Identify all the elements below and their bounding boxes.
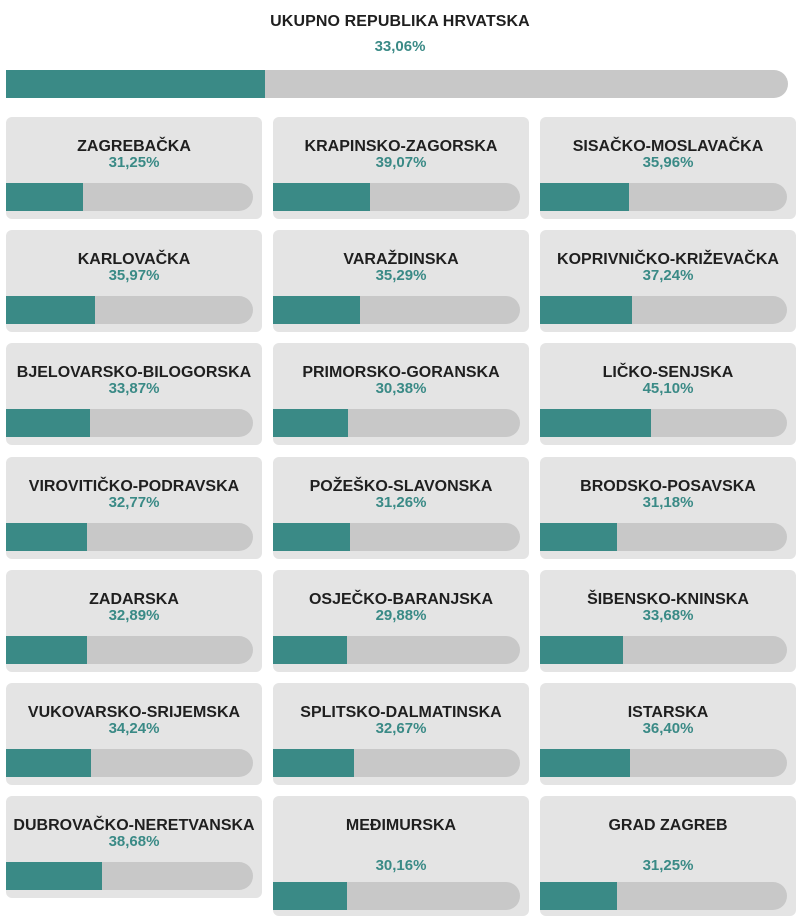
county-percent: 32,77% [108,494,160,511]
county-name: VUKOVARSKO-SRIJEMSKA [27,703,241,721]
county-name: GRAD ZAGREB [608,816,728,834]
county-card-vukovarsko-srijemska [6,683,262,785]
county-card-primorsko-goranska [273,343,529,445]
county-bar-fill [6,749,91,777]
county-card-dubrovacko-neretvanska [6,796,262,898]
county-bar-fill [6,183,83,211]
county-percent: 32,89% [108,607,160,624]
county-percent: 34,24% [108,720,160,737]
county-card-koprivnicko-krizevacka [540,230,796,332]
county-percent: 31,18% [642,494,694,511]
county-bar-track [540,749,787,777]
county-percent: 31,26% [375,494,427,511]
county-percent: 33,87% [108,380,160,397]
county-name: SISAČKO-MOSLAVAČKA [572,137,764,155]
county-bar-track [6,636,253,664]
county-card-medimurska [273,796,529,916]
county-bar-fill [540,749,630,777]
county-bar-fill [540,183,629,211]
county-card-osjecko-baranjska [273,570,529,672]
county-percent: 29,88% [375,607,427,624]
county-bar-fill [273,749,354,777]
county-bar-track [540,636,787,664]
county-bar-track [273,882,520,910]
county-name: VIROVITIČKO-PODRAVSKA [28,477,240,495]
county-name: SPLITSKO-DALMATINSKA [300,703,502,721]
county-percent: 31,25% [108,154,160,171]
total-turnout-bar-track [6,70,788,98]
total-turnout-bar-fill [6,70,265,98]
county-bar-track [6,749,253,777]
county-name: DUBROVAČKO-NERETVANSKA [13,816,255,834]
county-bar-track [273,409,520,437]
county-name: LIČKO-SENJSKA [602,363,734,381]
county-bar-fill [6,523,87,551]
county-bar-fill [273,183,370,211]
county-bar-fill [540,882,617,910]
total-turnout-title: UKUPNO REPUBLIKA HRVATSKA [270,13,530,30]
county-name: KOPRIVNIČKO-KRIŽEVAČKA [557,250,779,268]
county-percent: 30,16% [375,857,427,874]
county-bar-track [273,296,520,324]
county-card-pozesko-slavonska [273,457,529,559]
county-name: KARLOVAČKA [77,250,191,268]
county-percent: 38,68% [108,833,160,850]
county-percent: 33,68% [642,607,694,624]
county-name: ZADARSKA [89,590,179,608]
county-bar-fill [273,409,348,437]
county-card-grad-zagreb [540,796,796,916]
county-percent: 39,07% [375,154,427,171]
county-card-varazdinska [273,230,529,332]
county-card-zagrebacka [6,117,262,219]
county-card-sisacko-moslavacka [540,117,796,219]
county-card-viroviticko-podravska [6,457,262,559]
county-card-splitsko-dalmatinska [273,683,529,785]
county-bar-track [540,523,787,551]
county-card-zadarska [6,570,262,672]
county-percent: 30,38% [375,380,427,397]
county-bar-fill [273,523,350,551]
county-bar-track [6,409,253,437]
county-name: ŠIBENSKO-KNINSKA [587,590,749,608]
county-card-sibensko-kninska [540,570,796,672]
county-name: MEĐIMURSKA [345,816,457,834]
county-percent: 35,96% [642,154,694,171]
county-bar-track [6,296,253,324]
county-name: POŽEŠKO-SLAVONSKA [309,477,493,495]
county-bar-fill [273,296,360,324]
county-bar-track [273,636,520,664]
county-card-karlovacka [6,230,262,332]
county-bar-fill [540,409,651,437]
county-percent: 37,24% [642,267,694,284]
county-name: OSJEČKO-BARANJSKA [308,590,494,608]
county-card-bjelovarsko-bilogorska [6,343,262,445]
county-name: VARAŽDINSKA [343,250,459,268]
county-bar-track [273,749,520,777]
county-percent: 35,29% [375,267,427,284]
county-bar-track [540,409,787,437]
county-name: BJELOVARSKO-BILOGORSKA [16,363,252,381]
county-percent: 36,40% [642,720,694,737]
county-name: PRIMORSKO-GORANSKA [302,363,500,381]
total-turnout-percent: 33,06% [374,38,426,55]
county-bar-fill [6,862,102,890]
county-bar-fill [273,882,347,910]
county-card-krapinsko-zagorska [273,117,529,219]
county-bar-fill [273,636,347,664]
county-percent: 45,10% [642,380,694,397]
county-bar-track [6,523,253,551]
county-bar-fill [540,296,632,324]
county-bar-track [540,183,787,211]
county-percent: 35,97% [108,267,160,284]
county-bar-track [540,882,787,910]
county-name: ZAGREBAČKA [77,137,191,155]
county-bar-fill [540,523,617,551]
county-bar-fill [6,409,90,437]
county-bar-fill [6,296,95,324]
county-card-brodsko-posavska [540,457,796,559]
county-card-licko-senjska [540,343,796,445]
county-name: KRAPINSKO-ZAGORSKA [304,137,498,155]
county-bar-track [273,523,520,551]
county-card-istarska [540,683,796,785]
county-percent: 31,25% [642,857,694,874]
county-bar-fill [540,636,623,664]
county-bar-fill [6,636,87,664]
county-percent: 32,67% [375,720,427,737]
county-name: BRODSKO-POSAVSKA [580,477,756,495]
total-turnout-panel [0,0,800,104]
county-bar-track [540,296,787,324]
county-bar-track [6,862,253,890]
county-name: ISTARSKA [627,703,709,721]
county-bar-track [6,183,253,211]
county-bar-track [273,183,520,211]
